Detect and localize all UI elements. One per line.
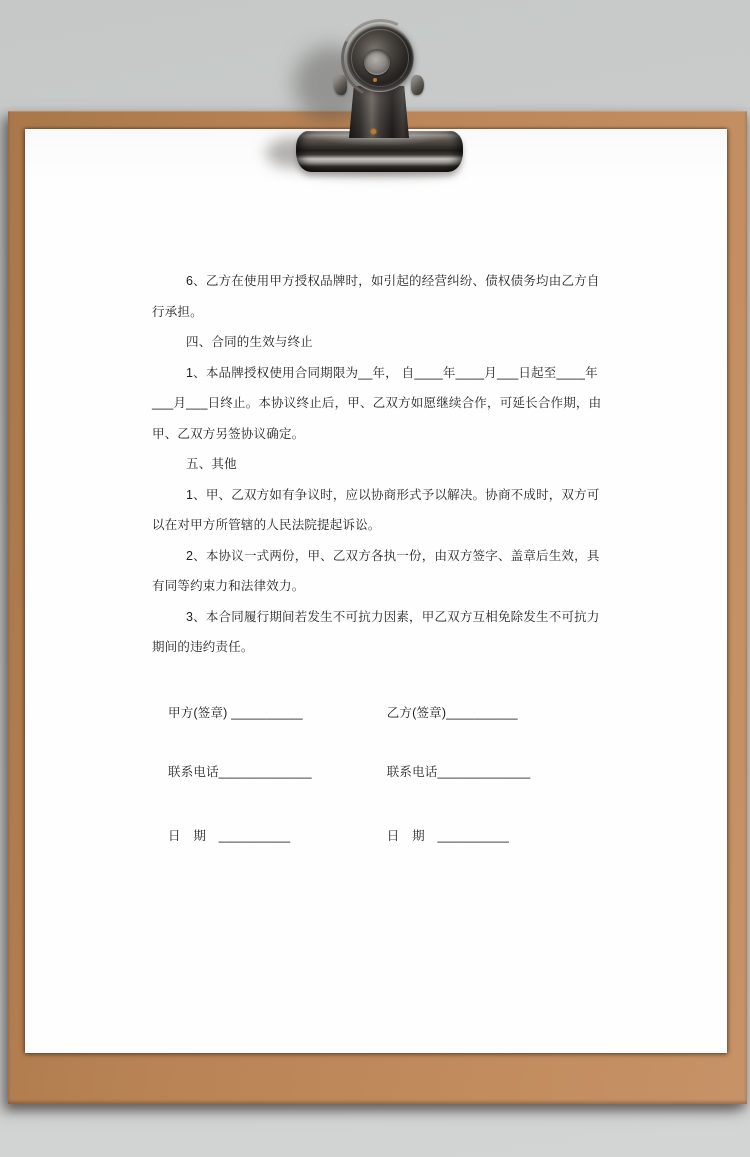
party-a-phone-line: 联系电话_____________	[168, 765, 312, 779]
clip-glint	[371, 129, 376, 134]
document-line: 3、本合同履行期间若发生不可抗力因素，甲乙双方互相免除发生不可抗力	[186, 609, 600, 624]
clip-glint	[373, 78, 377, 82]
party-b-phone-line: 联系电话_____________	[386, 765, 531, 779]
signature-block	[152, 698, 622, 852]
document-line: 行承担。	[152, 304, 203, 319]
document-line: 有同等约束力和法律效力。	[152, 579, 305, 593]
document-line: ___月___日终止。本协议终止后，甲、乙双方如愿继续合作，可延长合作期，由	[152, 396, 602, 410]
section-heading: 四、合同的生效与终止	[186, 335, 314, 349]
signature-row-seal	[152, 698, 622, 729]
document-line: 期间的违约责任。	[152, 640, 254, 654]
document-line: 2、本协议一式两份，甲、乙双方各执一份，由双方签字、盖章后生效，具	[186, 548, 600, 563]
document-line: 以在对甲方所管辖的人民法院提起诉讼。	[152, 518, 381, 532]
party-a-date-line: 日 期 __________	[168, 828, 291, 843]
document-line: 1、本品牌授权使用合同期限为__年， 自____年____月___日起至____年	[186, 365, 598, 380]
party-b-seal-line: 乙方(签章)__________	[386, 705, 518, 720]
contract-paper	[25, 129, 727, 1053]
document-line: 6、乙方在使用甲方授权品牌时，如引起的经营纠纷、债权债务均由乙方自	[186, 274, 600, 288]
document-line: 甲、乙双方另签协议确定。	[152, 426, 305, 441]
party-a-seal-line: 甲方(签章) __________	[168, 705, 303, 720]
clip-knob-hole	[364, 49, 390, 75]
signature-row-phone	[152, 757, 622, 788]
section-heading: 五、其他	[186, 457, 237, 471]
party-b-date-line: 日 期 __________	[386, 828, 510, 843]
signature-row-date	[152, 821, 622, 852]
clip-spring-ear-left	[334, 75, 347, 95]
contract-text	[152, 266, 622, 880]
document-line: 1、甲、乙双方如有争议时，应以协商形式予以解决。协商不成时，双方可	[186, 487, 600, 502]
